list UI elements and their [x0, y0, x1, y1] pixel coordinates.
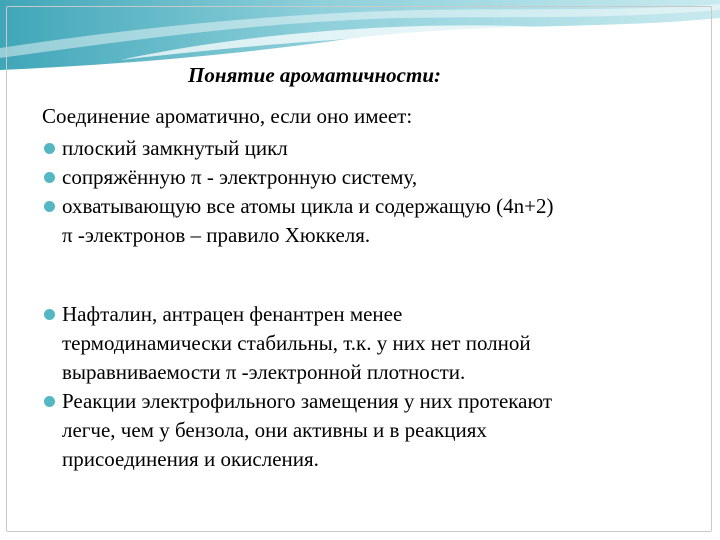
bullet-text: Нафталин, антрацен фенантрен менее [62, 302, 403, 326]
bullet-text-continuation: присоединения и окисления. [62, 447, 319, 471]
bullet-text: сопряжённую π - электронную систему, [62, 165, 418, 189]
bullet-icon [44, 309, 55, 320]
bullet-icon [44, 201, 55, 212]
bullet-text: Реакции электрофильного замещения у них протекают [62, 389, 553, 413]
bullet-icon [44, 143, 55, 154]
bullet-text-continuation: выравниваемости π -электронной плотности. [62, 360, 466, 384]
list-item [42, 387, 702, 474]
intro-text: Соединение ароматично, если оно имеет: [42, 104, 413, 128]
bullet-text: плоский замкнутый цикл [62, 136, 288, 160]
conditions-list [42, 134, 702, 250]
list-item [42, 134, 702, 163]
bullet-icon [44, 396, 55, 407]
bullet-icon [44, 172, 55, 183]
bullet-text-continuation: π -электронов – правило Хюккеля. [62, 223, 371, 247]
bullet-text-continuation: легче, чем у бензола, они активны и в реакциях [62, 418, 487, 442]
bullet-text-continuation: термодинамически стабильны, т.к. у них нет полной [62, 331, 531, 355]
slide-title: Понятие ароматичности: [188, 63, 442, 87]
list-item [42, 192, 702, 250]
bullet-text: охватывающую все атомы цикла и содержащую (4n+2) [62, 194, 554, 218]
list-item [42, 163, 702, 192]
notes-list [42, 300, 702, 474]
list-item [42, 300, 702, 387]
